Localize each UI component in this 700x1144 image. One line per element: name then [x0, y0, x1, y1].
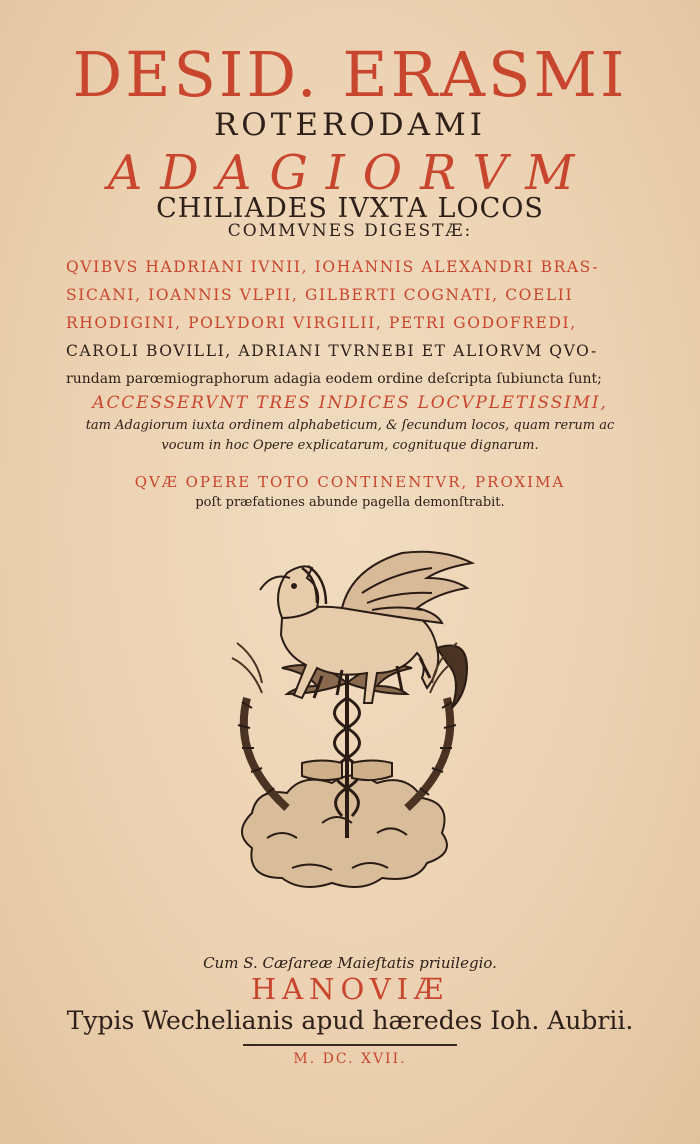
imprint-printer: Typis Wechelianis apud hæredes Ioh. Aubrii. [66, 1006, 634, 1035]
work-subtitle-2: COMMVNES DIGESTÆ: [227, 221, 473, 241]
indices-line: tam Adagiorum iuxta ordinem alphabeticum, & ſecundum locos, quam rerum ac [85, 418, 615, 433]
author-origin: ROTERODAMI [213, 107, 487, 143]
work-title: ADAGIORVM [107, 145, 593, 201]
contents-line: poſt præfationes abunde pagella demonſtrabit. [195, 495, 505, 510]
divider-rule [243, 1044, 457, 1046]
indices-heading: ACCESSERVNT TRES INDICES LOCVPLETISSIMI, [92, 393, 608, 413]
contributors-line: rundam parœmiographorum adagia eodem ordine deſcripta ſubiuncta ſunt; [66, 371, 602, 387]
author-name: DESID. ERASMI [72, 38, 628, 111]
imprint-year: M. DC. XVII. [293, 1051, 407, 1067]
contributors-paragraph [66, 253, 626, 393]
contributors-line: CAROLI BOVILLI, ADRIANI TVRNEBI ET ALIORVM QVO- [66, 342, 598, 360]
contents-heading: QVÆ OPERE TOTO CONTINENTVR, PROXIMA [134, 473, 566, 491]
pegasus-caduceus-printer-device-icon [212, 548, 482, 898]
contributors-line: SICANI, IOANNIS VLPII, GILBERTI COGNATI, COELII [66, 286, 574, 304]
contributors-line: RHODIGINI, POLYDORI VIRGILII, PETRI GODOFREDI, [66, 314, 577, 332]
imprint-city: HANOVIÆ [250, 972, 450, 1006]
work-subtitle: CHILIADES IVXTA LOCOS [156, 193, 544, 224]
indices-line: vocum in hoc Opere explicatarum, cognituque dignarum. [161, 438, 539, 453]
contributors-line: QVIBVS HADRIANI IVNII, IOHANNIS ALEXANDRI BRAS- [66, 258, 600, 276]
privilege-line: Cum S. Cæſareæ Maieſtatis priuilegio. [203, 954, 497, 972]
